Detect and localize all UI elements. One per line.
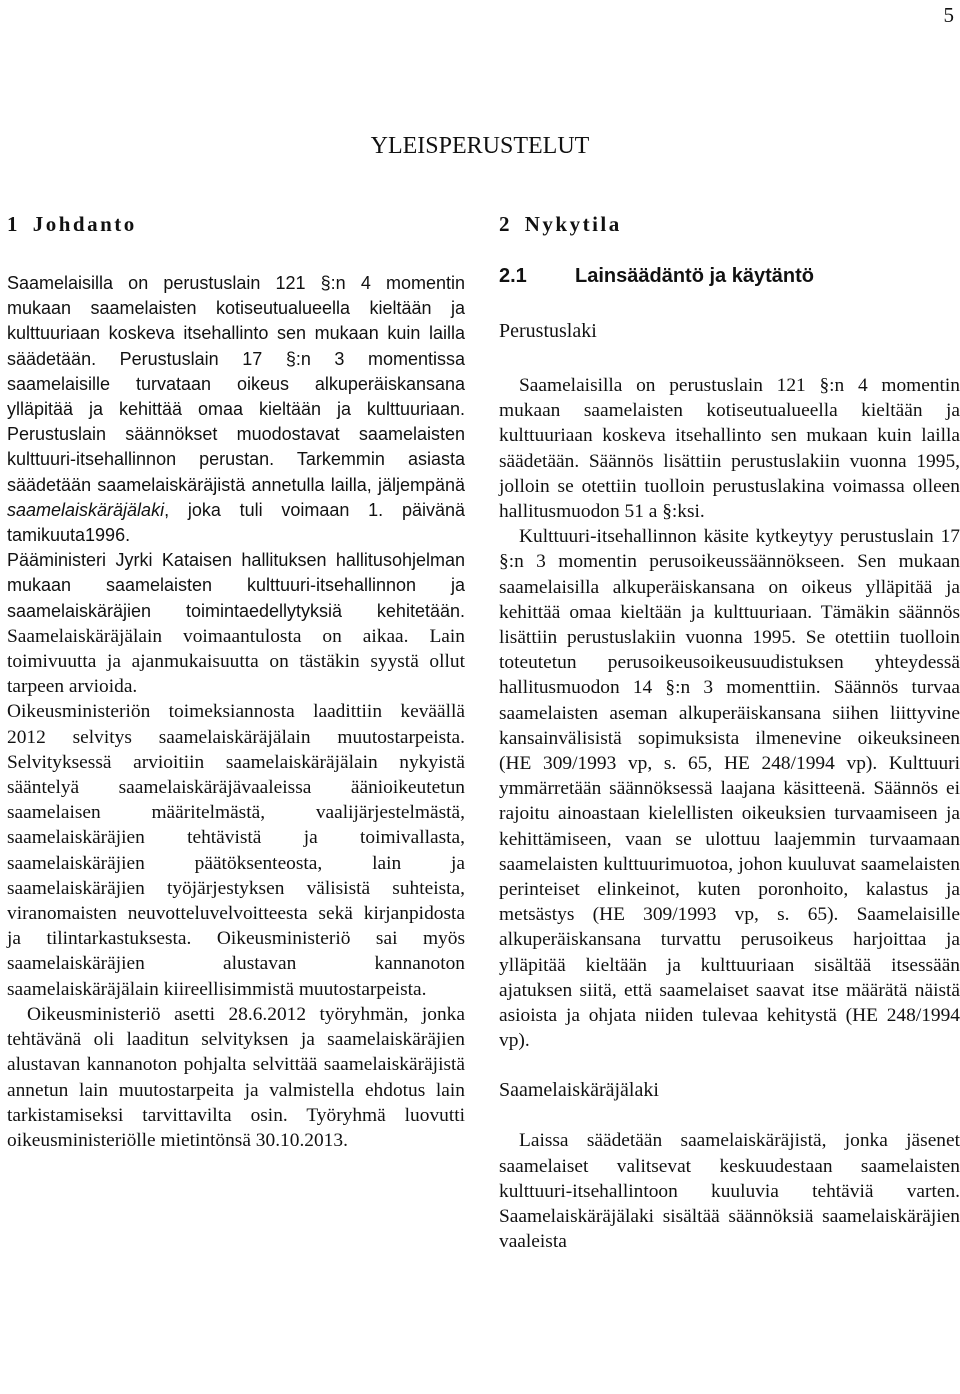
subsection-heading bbox=[499, 263, 960, 290]
paragraph-text: , joka tuli voimaan 1. päivänä tamikuuta1996. bbox=[7, 499, 465, 546]
section-heading-johdanto: 1 Johdanto bbox=[7, 212, 137, 236]
paragraph-constitution-121: Saamelaisilla on perustuslain 121 §:n 4 momentin mukaan saamelaisten kotiseutualueella kieltään ja kulttuuriaan koskeva itsehallinto sen mukaan kuin lailla säädetään. Säännös lisättiin perustuslakiin vuonna 1995, jolloin se otettiin tuolloin perustuslakina voimassa olleen hallitusmuodon 51 a §:ksi. bbox=[499, 375, 960, 523]
right-column bbox=[499, 209, 960, 1255]
page-title: YLEISPERUSTELUT bbox=[370, 133, 590, 159]
paragraph-text: Oikeusministeriön toimeksiannosta laadittiin keväällä 2012 selvitys saamelaiskäräjälain muutostarpeista. Selvityksessä arvioitiin saamelaiskäräjälain nykyistä sääntelyä saamelaiskäräjävaaleissa äänioikeutetun saamelaisen määritelmästä, vaalijärjestelmästä, saamelaiskäräjien tehtävistä ja toimivallasta, saamelaiskäräjien päätöksenteosta, lain ja saamelaiskäräjien työjärjestyksen välisistä suhteista, viranomaisten neuvotteluvelvoitteesta sekä kirjanpidosta ja tilintarkastuksesta. Oikeusministeriö sai myös saamelaiskäräjien alustavan kannanoton saamelaiskäräjälain kiireellisimmistä muutostarpeista. bbox=[7, 701, 465, 1000]
paragraph-text: Saamelaisilla on perustuslain 121 §:n 4 momentin mukaan saamelaisten kotiseutualueella kieltään ja kulttuuriaan koskeva itsehallinto sen mukaan kuin lailla säädetään. Perustuslain 17 §:n 3 momentissa saamelaisille turvataan oikeus alkuperäiskansana ylläpitää ja kehittää omaa kieltään ja kulttuuriaan. Perustuslain säännökset muodostavat saamelaisten kulttuuri-itsehallinnon perustan. Tarkemmin asiasta säädetään saamelaiskäräjistä annetulla lailla, jäljempänä bbox=[7, 273, 465, 495]
paragraph-sami-parliament-act: Laissa säädetään saamelaiskäräjistä, jonka jäsenet saamelaiset valitsevat keskuudestaan saamelaisten kulttuuri-itsehallintoon kuuluvia tehtäviä varten. Saamelaiskäräjälaki sisältää säännöksiä saamelaiskäräjien vaaleista bbox=[499, 1130, 960, 1253]
paragraph-working-group bbox=[7, 1002, 465, 1153]
paragraph-text: Pääministeri Jyrki Kataisen hallituksen hallitusohjelman mukaan saamelaisten kulttuuri-itsehallinnon ja saamelaiskäräjien toimintaedellytyksiä kehitetään. bbox=[7, 550, 465, 621]
subsection-title: Lainsäädäntö ja käytäntö bbox=[575, 265, 814, 287]
paragraph-cultural-autonomy: Kulttuuri-itsehallinnon käsite kytkeytyy perustuslain 17 §:n 3 momentin perusoikeussäännökseen. Sen mukaan saamelaisilla alkuperäiskansana on oikeus ylläpitää ja kehittää omaa kieltään ja kulttuuriaan. Tämäkin säännös lisättiin perustuslakiin vuonna 1995. Se otettiin tuolloin toteutetun perusoikeusoikeusuudistuksen yhteydessä hallitusmuodon 14 §:n 3 momenttiin. Säännös turvaa saamelaisten aseman alkuperäiskansana siihen liittyvine kansainvälisistä sopimuksista ilmenevine oikeuksineen (HE 309/1993 vp, s. 65, HE 248/1994 vp). Kulttuuri ymmärretään säännöksessä laajana käsitteenä. Säännös ei rajoitu ainoastaan kielellisten oikeuksien turvaamiseen ja kehittämiseen, vaan se ulottuu laajemmin turvaamaan saamelaisten kulttuurimuotoa, johon kuuluvat saamelaisten perinteiset elinkeinot, kuten poronhoito, kalastus ja metsästys (HE 309/1993 vp, s. 65). Saamelaisille alkuperäiskansana turvattu perusoikeus harjoittaa ja ylläpitää kieltään ja kulttuuriaan sisältää itsessään ajatuksen siitä, että saamelaiset saavat itse määrätä näistä asioista ja ohjata niiden tulevaa kehitystä (HE 248/1994 vp). bbox=[499, 526, 960, 1052]
section-heading-nykytila: 2 Nykytila bbox=[499, 212, 622, 236]
page-number: 5 bbox=[943, 3, 954, 27]
subsection-number: 2.1 bbox=[499, 265, 527, 287]
left-column bbox=[7, 209, 465, 1153]
paragraph-ministry-report bbox=[7, 699, 465, 1001]
paragraph-intro bbox=[7, 271, 465, 548]
paragraph-text: Saamelaiskäräjälain voimaantulosta on aikaa. Lain toimivuutta ja ajanmukaisuutta on tästäkin syystä ollut tarpeen arvioida. bbox=[7, 625, 465, 698]
subheading-perustuslaki: Perustuslaki bbox=[499, 320, 597, 342]
paragraph-government-programme bbox=[7, 548, 465, 699]
subheading-saamelaiskarajalaki: Saamelaiskäräjälaki bbox=[499, 1079, 659, 1102]
paragraph-emphasis: saamelaiskäräjälaki bbox=[7, 499, 165, 520]
paragraph-text: Oikeusministeriö asetti 28.6.2012 työryhmän, jonka tehtävänä oli laaditun selvityksen ja saamelaiskäräjien alustavan kannanoton pohjalta selvittää saamelaiskäräjistä annetun lain muutostarpeita ja valmistella ehdotus lain tarkistamiseksi tarvittavilta osin. Työryhmä luovutti oikeusministeriölle mietintönsä 30.10.2013. bbox=[7, 1003, 465, 1151]
